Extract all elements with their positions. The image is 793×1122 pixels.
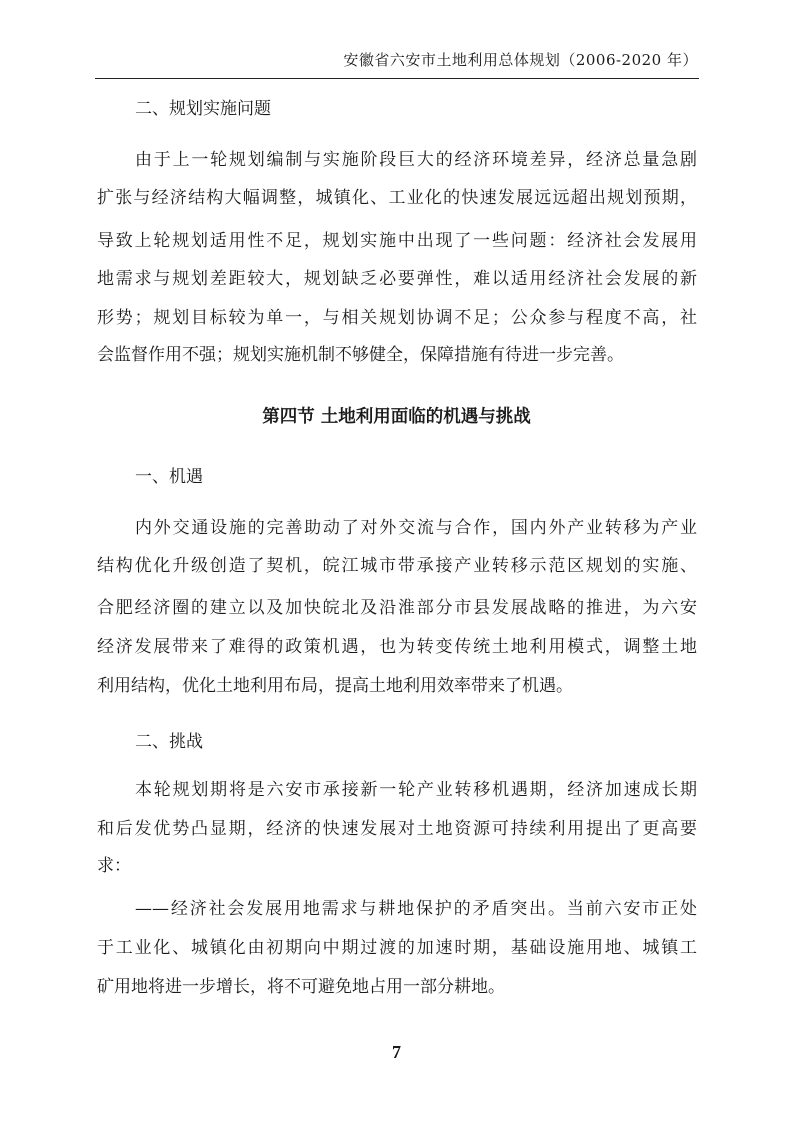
paragraph-line: 地需求与规划差距较大，规划缺乏必要弹性，难以适用经济社会发展的新 [97,269,697,289]
paragraph-line: 经济发展带来了难得的政策机遇，也为转变传统土地利用模式，调整土地 [97,637,697,657]
page-number: 7 [392,1042,401,1062]
paragraph-line: 本轮规划期将是六安市承接新一轮产业转移机遇期，经济加速成长期 [135,780,697,800]
section-heading: 第四节 土地利用面临的机遇与挑战 [262,407,531,427]
paragraph-line: 扩张与经济结构大幅调整，城镇化、工业化的快速发展远远超出规划预期， [97,188,697,208]
paragraph-line: 内外交通设施的完善助动了对外交流与合作，国内外产业转移为产业 [135,518,697,538]
paragraph-line: 形势；规划目标较为单一，与相关规划协调不足；公众参与程度不高，社 [97,308,697,328]
paragraph-line: 合肥经济圈的建立以及加快皖北及沿淮部分市县发展战略的推进，为六安 [97,598,697,618]
header-divider [95,78,699,79]
running-header: 安徽省六安市土地利用总体规划（2006-2020 年） [343,51,698,69]
paragraph-line: 求： [97,856,131,876]
subheading-implementation-issues: 二、规划实施问题 [135,99,271,119]
paragraph-line: 和后发优势凸显期，经济的快速发展对土地资源可持续利用提出了更高要 [97,819,697,839]
paragraph-line: 矿用地将进一步增长，将不可避免地占用一部分耕地。 [97,977,505,997]
paragraph-line: 会监督作用不强；规划实施机制不够健全，保障措施有待进一步完善。 [97,345,624,365]
paragraph-line: ——经济社会发展用地需求与耕地保护的矛盾突出。当前六安市正处 [135,899,697,919]
paragraph-line: 利用结构，优化土地利用布局，提高土地利用效率带来了机遇。 [97,676,573,696]
subheading-challenges: 二、挑战 [135,732,203,752]
paragraph-line: 于工业化、城镇化由初期向中期过渡的加速时期，基础设施用地、城镇工 [97,938,697,958]
subheading-opportunities: 一、机遇 [135,467,203,487]
paragraph-line: 结构优化升级创造了契机，皖江城市带承接产业转移示范区规划的实施、 [97,556,697,576]
paragraph-line: 由于上一轮规划编制与实施阶段巨大的经济环境差异，经济总量急剧 [135,150,697,170]
paragraph-line: 导致上轮规划适用性不足，规划实施中出现了一些问题：经济社会发展用 [97,231,697,251]
